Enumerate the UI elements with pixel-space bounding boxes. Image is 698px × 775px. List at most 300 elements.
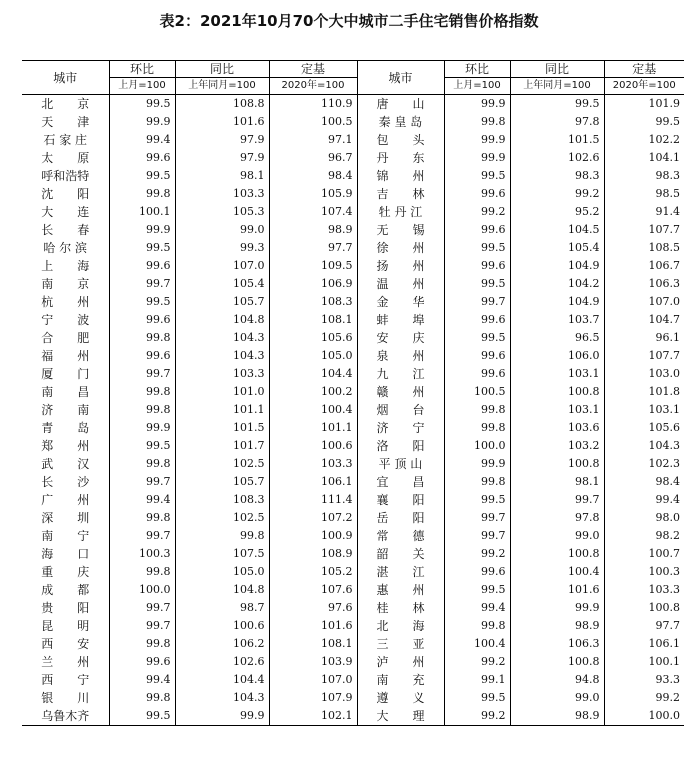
city-right-cell: 韶 关 xyxy=(357,545,444,563)
tongbi-right-cell: 100.8 xyxy=(510,455,604,473)
dingji-right-cell: 103.3 xyxy=(604,581,684,599)
dingji-right-cell: 98.0 xyxy=(604,509,684,527)
huanbi-left-cell: 99.5 xyxy=(109,167,175,185)
huanbi-left-cell: 99.5 xyxy=(109,437,175,455)
city-right-cell: 赣 州 xyxy=(357,383,444,401)
dingji-right-cell: 96.1 xyxy=(604,329,684,347)
dingji-left-cell: 102.1 xyxy=(269,707,357,726)
huanbi-right-cell: 99.6 xyxy=(444,311,510,329)
subheader-tongbi-right: 上年同月=100 xyxy=(510,78,604,95)
tongbi-left-cell: 97.9 xyxy=(175,149,269,167)
table-row xyxy=(22,707,684,726)
huanbi-left-cell: 99.7 xyxy=(109,617,175,635)
tongbi-right-cell: 97.8 xyxy=(510,113,604,131)
tongbi-right-cell: 98.9 xyxy=(510,617,604,635)
city-right-cell: 秦 皇 岛 xyxy=(357,113,444,131)
dingji-right-cell: 103.1 xyxy=(604,401,684,419)
dingji-left-cell: 101.1 xyxy=(269,419,357,437)
tongbi-left-cell: 103.3 xyxy=(175,185,269,203)
dingji-right-cell: 93.3 xyxy=(604,671,684,689)
table-row xyxy=(22,203,684,221)
table-row xyxy=(22,491,684,509)
city-left-cell: 北 京 xyxy=(41,97,90,111)
huanbi-left-cell: 99.8 xyxy=(109,329,175,347)
city-right-cell: 丹 东 xyxy=(357,149,444,167)
table-row xyxy=(22,599,684,617)
header-dingji-left: 定基 xyxy=(269,61,357,78)
tongbi-right-cell: 103.1 xyxy=(510,401,604,419)
dingji-right-cell: 101.8 xyxy=(604,383,684,401)
city-left-cell: 济 南 xyxy=(41,403,90,417)
tongbi-right-cell: 106.0 xyxy=(510,347,604,365)
city-right-cell: 北 海 xyxy=(357,617,444,635)
tongbi-left-cell: 99.3 xyxy=(175,239,269,257)
city-left-cell: 海 口 xyxy=(41,547,90,561)
dingji-left-cell: 100.2 xyxy=(269,383,357,401)
tongbi-left-cell: 105.3 xyxy=(175,203,269,221)
tongbi-right-cell: 105.4 xyxy=(510,239,604,257)
subheader-dingji-right: 2020年=100 xyxy=(604,78,684,95)
huanbi-right-cell: 99.6 xyxy=(444,221,510,239)
tongbi-left-cell: 101.5 xyxy=(175,419,269,437)
dingji-right-cell: 106.7 xyxy=(604,257,684,275)
tongbi-right-cell: 106.3 xyxy=(510,635,604,653)
huanbi-right-cell: 99.4 xyxy=(444,599,510,617)
dingji-left-cell: 108.1 xyxy=(269,635,357,653)
table-row xyxy=(22,563,684,581)
city-right-cell: 惠 州 xyxy=(357,581,444,599)
city-left-cell: 上 海 xyxy=(41,259,90,273)
city-left-cell: 广 州 xyxy=(41,493,90,507)
table-row xyxy=(22,311,684,329)
tongbi-right-cell: 104.5 xyxy=(510,221,604,239)
huanbi-right-cell: 99.5 xyxy=(444,329,510,347)
table-row xyxy=(22,671,684,689)
city-right-cell: 吉 林 xyxy=(357,185,444,203)
dingji-left-cell: 105.6 xyxy=(269,329,357,347)
city-left-cell: 大 连 xyxy=(41,205,90,219)
city-right-cell: 泉 州 xyxy=(357,347,444,365)
huanbi-left-cell: 99.8 xyxy=(109,563,175,581)
tongbi-right-cell: 103.2 xyxy=(510,437,604,455)
dingji-right-cell: 98.2 xyxy=(604,527,684,545)
city-left-cell: 西 宁 xyxy=(41,673,90,687)
huanbi-left-cell: 99.6 xyxy=(109,653,175,671)
huanbi-left-cell: 99.5 xyxy=(109,95,175,114)
table-row xyxy=(22,257,684,275)
huanbi-right-cell: 99.8 xyxy=(444,113,510,131)
city-right-cell: 温 州 xyxy=(357,275,444,293)
city-left-cell: 厦 门 xyxy=(41,367,90,381)
huanbi-right-cell: 99.8 xyxy=(444,401,510,419)
tongbi-right-cell: 99.7 xyxy=(510,491,604,509)
dingji-left-cell: 105.2 xyxy=(269,563,357,581)
tongbi-left-cell: 108.8 xyxy=(175,95,269,114)
tongbi-left-cell: 99.0 xyxy=(175,221,269,239)
dingji-left-cell: 104.4 xyxy=(269,365,357,383)
city-left-cell: 南 昌 xyxy=(41,385,90,399)
tongbi-left-cell: 101.7 xyxy=(175,437,269,455)
city-right-cell: 常 德 xyxy=(357,527,444,545)
dingji-left-cell: 108.1 xyxy=(269,311,357,329)
dingji-right-cell: 106.1 xyxy=(604,635,684,653)
table-row xyxy=(22,221,684,239)
dingji-left-cell: 107.4 xyxy=(269,203,357,221)
city-left-cell: 呼和浩特 xyxy=(41,169,90,183)
dingji-left-cell: 107.0 xyxy=(269,671,357,689)
city-left-cell: 太 原 xyxy=(41,151,90,165)
city-right-cell: 唐 山 xyxy=(357,95,444,114)
header-huanbi-left: 环比 xyxy=(109,61,175,78)
huanbi-left-cell: 99.4 xyxy=(109,671,175,689)
header-dingji-right: 定基 xyxy=(604,61,684,78)
tongbi-right-cell: 104.9 xyxy=(510,293,604,311)
city-left-cell: 成 都 xyxy=(41,583,90,597)
table-row xyxy=(22,167,684,185)
huanbi-right-cell: 99.5 xyxy=(444,275,510,293)
dingji-left-cell: 100.9 xyxy=(269,527,357,545)
table-row xyxy=(22,293,684,311)
tongbi-right-cell: 102.6 xyxy=(510,149,604,167)
tongbi-right-cell: 94.8 xyxy=(510,671,604,689)
huanbi-right-cell: 100.0 xyxy=(444,437,510,455)
tongbi-right-cell: 100.4 xyxy=(510,563,604,581)
city-left-cell: 福 州 xyxy=(41,349,90,363)
table-row xyxy=(22,455,684,473)
dingji-right-cell: 108.5 xyxy=(604,239,684,257)
huanbi-right-cell: 99.8 xyxy=(444,617,510,635)
header-huanbi-right: 环比 xyxy=(444,61,510,78)
city-left-cell: 贵 阳 xyxy=(41,601,90,615)
city-right-cell: 大 理 xyxy=(357,707,444,726)
tongbi-left-cell: 106.2 xyxy=(175,635,269,653)
dingji-left-cell: 105.9 xyxy=(269,185,357,203)
dingji-left-cell: 109.5 xyxy=(269,257,357,275)
dingji-left-cell: 97.6 xyxy=(269,599,357,617)
dingji-left-cell: 103.9 xyxy=(269,653,357,671)
city-right-cell: 无 锡 xyxy=(357,221,444,239)
huanbi-left-cell: 99.5 xyxy=(109,239,175,257)
tongbi-right-cell: 98.1 xyxy=(510,473,604,491)
city-left-cell: 长 沙 xyxy=(41,475,90,489)
city-right-cell: 锦 州 xyxy=(357,167,444,185)
table-row xyxy=(22,617,684,635)
city-right-cell: 金 华 xyxy=(357,293,444,311)
tongbi-left-cell: 104.3 xyxy=(175,347,269,365)
city-left-cell: 宁 波 xyxy=(41,313,90,327)
price-index-table xyxy=(22,60,684,726)
huanbi-left-cell: 99.7 xyxy=(109,365,175,383)
city-left-cell: 武 汉 xyxy=(41,457,90,471)
dingji-right-cell: 99.2 xyxy=(604,689,684,707)
tongbi-right-cell: 103.7 xyxy=(510,311,604,329)
table-row xyxy=(22,365,684,383)
city-left-cell: 合 肥 xyxy=(41,331,90,345)
city-right-cell: 九 江 xyxy=(357,365,444,383)
dingji-left-cell: 96.7 xyxy=(269,149,357,167)
tongbi-left-cell: 104.8 xyxy=(175,581,269,599)
tongbi-left-cell: 100.6 xyxy=(175,617,269,635)
dingji-left-cell: 108.3 xyxy=(269,293,357,311)
huanbi-left-cell: 99.8 xyxy=(109,455,175,473)
dingji-right-cell: 102.2 xyxy=(604,131,684,149)
huanbi-right-cell: 99.2 xyxy=(444,545,510,563)
subheader-tongbi-left: 上年同月=100 xyxy=(175,78,269,95)
city-right-cell: 蚌 埠 xyxy=(357,311,444,329)
tongbi-left-cell: 102.5 xyxy=(175,509,269,527)
table-row xyxy=(22,437,684,455)
header-tongbi-left: 同比 xyxy=(175,61,269,78)
dingji-right-cell: 100.7 xyxy=(604,545,684,563)
huanbi-right-cell: 99.8 xyxy=(444,419,510,437)
huanbi-left-cell: 99.7 xyxy=(109,473,175,491)
huanbi-left-cell: 99.4 xyxy=(109,491,175,509)
table-row xyxy=(22,509,684,527)
tongbi-left-cell: 105.7 xyxy=(175,293,269,311)
huanbi-right-cell: 99.6 xyxy=(444,257,510,275)
tongbi-right-cell: 97.8 xyxy=(510,509,604,527)
huanbi-right-cell: 99.5 xyxy=(444,491,510,509)
huanbi-left-cell: 99.6 xyxy=(109,311,175,329)
city-left-cell: 南 京 xyxy=(41,277,90,291)
city-right-cell: 徐 州 xyxy=(357,239,444,257)
huanbi-right-cell: 99.5 xyxy=(444,581,510,599)
tongbi-left-cell: 101.1 xyxy=(175,401,269,419)
tongbi-right-cell: 99.0 xyxy=(510,689,604,707)
table-row xyxy=(22,275,684,293)
tongbi-left-cell: 101.0 xyxy=(175,383,269,401)
tongbi-left-cell: 99.8 xyxy=(175,527,269,545)
huanbi-left-cell: 99.8 xyxy=(109,401,175,419)
tongbi-left-cell: 108.3 xyxy=(175,491,269,509)
city-left-cell: 杭 州 xyxy=(41,295,90,309)
huanbi-right-cell: 99.5 xyxy=(444,689,510,707)
table-row xyxy=(22,347,684,365)
tongbi-right-cell: 100.8 xyxy=(510,383,604,401)
tongbi-left-cell: 107.0 xyxy=(175,257,269,275)
huanbi-left-cell: 99.7 xyxy=(109,599,175,617)
table-row xyxy=(22,419,684,437)
dingji-left-cell: 107.9 xyxy=(269,689,357,707)
dingji-right-cell: 91.4 xyxy=(604,203,684,221)
dingji-right-cell: 101.9 xyxy=(604,95,684,114)
tongbi-left-cell: 104.3 xyxy=(175,329,269,347)
tongbi-left-cell: 105.7 xyxy=(175,473,269,491)
dingji-left-cell: 98.4 xyxy=(269,167,357,185)
tongbi-right-cell: 101.5 xyxy=(510,131,604,149)
huanbi-left-cell: 99.9 xyxy=(109,113,175,131)
huanbi-right-cell: 99.8 xyxy=(444,473,510,491)
tongbi-right-cell: 103.6 xyxy=(510,419,604,437)
dingji-left-cell: 97.7 xyxy=(269,239,357,257)
dingji-right-cell: 98.5 xyxy=(604,185,684,203)
huanbi-left-cell: 99.8 xyxy=(109,383,175,401)
huanbi-right-cell: 99.2 xyxy=(444,203,510,221)
city-left-cell: 重 庆 xyxy=(41,565,90,579)
tongbi-right-cell: 95.2 xyxy=(510,203,604,221)
dingji-left-cell: 106.1 xyxy=(269,473,357,491)
table-row xyxy=(22,401,684,419)
tongbi-right-cell: 96.5 xyxy=(510,329,604,347)
dingji-right-cell: 107.7 xyxy=(604,221,684,239)
dingji-right-cell: 103.0 xyxy=(604,365,684,383)
tongbi-right-cell: 100.8 xyxy=(510,545,604,563)
table-row xyxy=(22,545,684,563)
dingji-right-cell: 97.7 xyxy=(604,617,684,635)
dingji-left-cell: 97.1 xyxy=(269,131,357,149)
city-right-cell: 三 亚 xyxy=(357,635,444,653)
dingji-left-cell: 108.9 xyxy=(269,545,357,563)
dingji-left-cell: 100.4 xyxy=(269,401,357,419)
dingji-right-cell: 98.4 xyxy=(604,473,684,491)
tongbi-left-cell: 107.5 xyxy=(175,545,269,563)
tongbi-right-cell: 104.9 xyxy=(510,257,604,275)
table-row xyxy=(22,653,684,671)
huanbi-right-cell: 99.9 xyxy=(444,131,510,149)
table-row xyxy=(22,329,684,347)
table-row xyxy=(22,581,684,599)
city-left-cell: 深 圳 xyxy=(41,511,90,525)
tongbi-left-cell: 103.3 xyxy=(175,365,269,383)
dingji-right-cell: 107.0 xyxy=(604,293,684,311)
city-right-cell: 扬 州 xyxy=(357,257,444,275)
city-left-cell: 天 津 xyxy=(41,115,90,129)
header-city-left: 城市 xyxy=(22,61,109,95)
huanbi-right-cell: 99.1 xyxy=(444,671,510,689)
city-right-cell: 安 庆 xyxy=(357,329,444,347)
city-left-cell: 郑 州 xyxy=(41,439,90,453)
table-row xyxy=(22,113,684,131)
dingji-right-cell: 100.8 xyxy=(604,599,684,617)
huanbi-left-cell: 99.4 xyxy=(109,131,175,149)
huanbi-left-cell: 99.9 xyxy=(109,221,175,239)
dingji-left-cell: 107.6 xyxy=(269,581,357,599)
header-city-right: 城市 xyxy=(357,61,444,95)
dingji-right-cell: 105.6 xyxy=(604,419,684,437)
huanbi-left-cell: 99.7 xyxy=(109,275,175,293)
huanbi-right-cell: 99.7 xyxy=(444,509,510,527)
dingji-right-cell: 104.1 xyxy=(604,149,684,167)
city-left-cell: 兰 州 xyxy=(41,655,90,669)
city-right-cell: 泸 州 xyxy=(357,653,444,671)
table-row xyxy=(22,635,684,653)
huanbi-left-cell: 99.6 xyxy=(109,347,175,365)
tongbi-left-cell: 104.4 xyxy=(175,671,269,689)
table-row xyxy=(22,131,684,149)
tongbi-left-cell: 98.1 xyxy=(175,167,269,185)
dingji-right-cell: 100.3 xyxy=(604,563,684,581)
city-right-cell: 包 头 xyxy=(357,131,444,149)
huanbi-right-cell: 99.9 xyxy=(444,455,510,473)
huanbi-right-cell: 99.9 xyxy=(444,149,510,167)
huanbi-left-cell: 100.1 xyxy=(109,203,175,221)
tongbi-right-cell: 99.2 xyxy=(510,185,604,203)
city-right-cell: 南 充 xyxy=(357,671,444,689)
dingji-right-cell: 102.3 xyxy=(604,455,684,473)
dingji-right-cell: 106.3 xyxy=(604,275,684,293)
city-left-cell: 石 家 庄 xyxy=(43,133,88,147)
tongbi-right-cell: 99.5 xyxy=(510,95,604,114)
dingji-left-cell: 107.2 xyxy=(269,509,357,527)
dingji-right-cell: 107.7 xyxy=(604,347,684,365)
huanbi-left-cell: 99.8 xyxy=(109,509,175,527)
city-left-cell: 南 宁 xyxy=(41,529,90,543)
header-tongbi-right: 同比 xyxy=(510,61,604,78)
tongbi-left-cell: 99.9 xyxy=(175,707,269,726)
tongbi-right-cell: 98.3 xyxy=(510,167,604,185)
city-right-cell: 济 宁 xyxy=(357,419,444,437)
table-row xyxy=(22,689,684,707)
huanbi-left-cell: 99.6 xyxy=(109,257,175,275)
huanbi-left-cell: 99.5 xyxy=(109,707,175,726)
dingji-left-cell: 105.0 xyxy=(269,347,357,365)
dingji-right-cell: 100.0 xyxy=(604,707,684,726)
huanbi-right-cell: 99.6 xyxy=(444,185,510,203)
huanbi-right-cell: 99.5 xyxy=(444,239,510,257)
subheader-dingji-left: 2020年=100 xyxy=(269,78,357,95)
huanbi-right-cell: 99.2 xyxy=(444,653,510,671)
city-left-cell: 长 春 xyxy=(41,223,90,237)
city-left-cell: 乌鲁木齐 xyxy=(22,707,109,726)
huanbi-left-cell: 99.7 xyxy=(109,527,175,545)
dingji-left-cell: 101.6 xyxy=(269,617,357,635)
dingji-left-cell: 106.9 xyxy=(269,275,357,293)
city-right-cell: 牡 丹 江 xyxy=(357,203,444,221)
huanbi-left-cell: 99.9 xyxy=(109,419,175,437)
tongbi-right-cell: 99.0 xyxy=(510,527,604,545)
huanbi-left-cell: 99.5 xyxy=(109,293,175,311)
table-row xyxy=(22,527,684,545)
table-row xyxy=(22,473,684,491)
tongbi-left-cell: 102.6 xyxy=(175,653,269,671)
table-title: 表2：2021年10月70个大中城市二手住宅销售价格指数 xyxy=(159,12,539,30)
city-left-cell: 青 岛 xyxy=(41,421,90,435)
tongbi-right-cell: 98.9 xyxy=(510,707,604,726)
dingji-left-cell: 100.5 xyxy=(269,113,357,131)
dingji-right-cell: 104.3 xyxy=(604,437,684,455)
tongbi-left-cell: 104.3 xyxy=(175,689,269,707)
table-row xyxy=(22,239,684,257)
huanbi-right-cell: 99.7 xyxy=(444,293,510,311)
huanbi-right-cell: 99.6 xyxy=(444,347,510,365)
city-left-cell: 哈 尔 滨 xyxy=(43,241,88,255)
tongbi-left-cell: 101.6 xyxy=(175,113,269,131)
table-row xyxy=(22,149,684,167)
dingji-right-cell: 100.1 xyxy=(604,653,684,671)
huanbi-right-cell: 99.5 xyxy=(444,167,510,185)
huanbi-left-cell: 99.8 xyxy=(109,635,175,653)
dingji-left-cell: 103.3 xyxy=(269,455,357,473)
huanbi-right-cell: 100.4 xyxy=(444,635,510,653)
city-right-cell: 宜 昌 xyxy=(357,473,444,491)
table-row xyxy=(22,95,684,114)
tongbi-left-cell: 105.4 xyxy=(175,275,269,293)
dingji-right-cell: 99.5 xyxy=(604,113,684,131)
city-right-cell: 洛 阳 xyxy=(357,437,444,455)
huanbi-left-cell: 100.0 xyxy=(109,581,175,599)
dingji-left-cell: 111.4 xyxy=(269,491,357,509)
city-left-cell: 西 安 xyxy=(41,637,90,651)
huanbi-left-cell: 99.8 xyxy=(109,689,175,707)
tongbi-left-cell: 105.0 xyxy=(175,563,269,581)
dingji-left-cell: 100.6 xyxy=(269,437,357,455)
city-right-cell: 平 顶 山 xyxy=(357,455,444,473)
subheader-huanbi-right: 上月=100 xyxy=(444,78,510,95)
tongbi-left-cell: 98.7 xyxy=(175,599,269,617)
huanbi-left-cell: 99.8 xyxy=(109,185,175,203)
dingji-right-cell: 104.7 xyxy=(604,311,684,329)
tongbi-left-cell: 97.9 xyxy=(175,131,269,149)
